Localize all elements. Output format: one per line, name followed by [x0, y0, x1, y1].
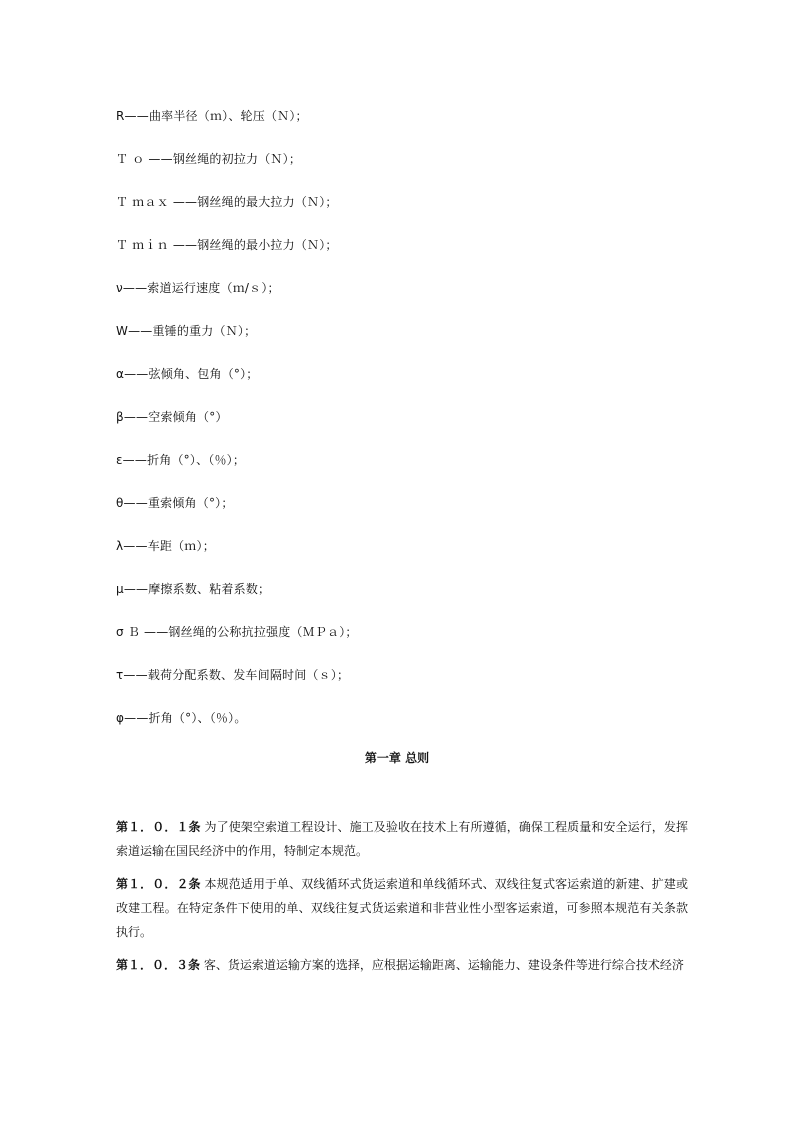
article-text: 本规范适用于单、双线循环式货运索道和单线循环式、双线往复式客运索道的新建、扩建或改建工程。在特定条件下使用的单、双线往复式货运索道和非营业性小型客运索道，可参照本规范有关条款执行。 — [116, 877, 688, 939]
article-paragraph — [116, 815, 688, 863]
article-paragraph — [116, 953, 688, 977]
symbol-definition: Ｔ ｏ ——钢丝绳的初拉力（Ｎ）； — [116, 152, 302, 166]
symbol-definition: α——弦倾角、包角（°）； — [116, 367, 259, 381]
symbol-definition: λ——车距（ｍ）； — [116, 539, 215, 553]
article-paragraph — [116, 872, 688, 944]
article-text: 客、货运索道运输方案的选择，应根据运输距离、运输能力、建设条件等进行综合技术经济 — [200, 958, 684, 972]
article-number: 第１．０．１条 — [116, 820, 201, 834]
symbol-definition: μ——摩擦系数、粘着系数； — [116, 582, 271, 596]
article-list — [116, 815, 688, 986]
symbol-definition: φ——折角（°）、（％）。 — [116, 711, 247, 725]
symbol-definition: W——重锤的重力（Ｎ）； — [116, 324, 257, 338]
symbol-definition: Ｔ ｍａｘ ——钢丝绳的最大拉力（Ｎ）； — [116, 195, 338, 209]
article-number: 第１．０．３条 — [116, 958, 201, 972]
article-text: 为了使架空索道工程设计、施工及验收在技术上有所遵循，确保工程质量和安全运行，发挥索道运输在国民经济中的作用，特制定本规范。 — [116, 820, 688, 858]
symbol-definition: ν——索道运行速度（ｍ/ｓ）； — [116, 281, 280, 295]
symbol-definition-list — [116, 106, 696, 751]
symbol-definition: θ——重索倾角（°）； — [116, 496, 234, 510]
symbol-definition: β——空索倾角（°） — [116, 410, 228, 424]
symbol-definition: σ Ｂ ——钢丝绳的公称抗拉强度（ＭＰａ）； — [116, 625, 358, 639]
article-number: 第１．０．２条 — [116, 877, 201, 891]
symbol-definition: ε——折角（°）、（％）； — [116, 453, 246, 467]
symbol-definition: τ——载荷分配系数、发车间隔时间（ｓ）； — [116, 668, 350, 682]
symbol-definition: R——曲率半径（ｍ）、轮压（Ｎ）； — [116, 109, 308, 123]
symbol-definition: Ｔ ｍｉｎ ——钢丝绳的最小拉力（Ｎ）； — [116, 238, 338, 252]
chapter-title: 第一章 总则 — [364, 751, 430, 765]
